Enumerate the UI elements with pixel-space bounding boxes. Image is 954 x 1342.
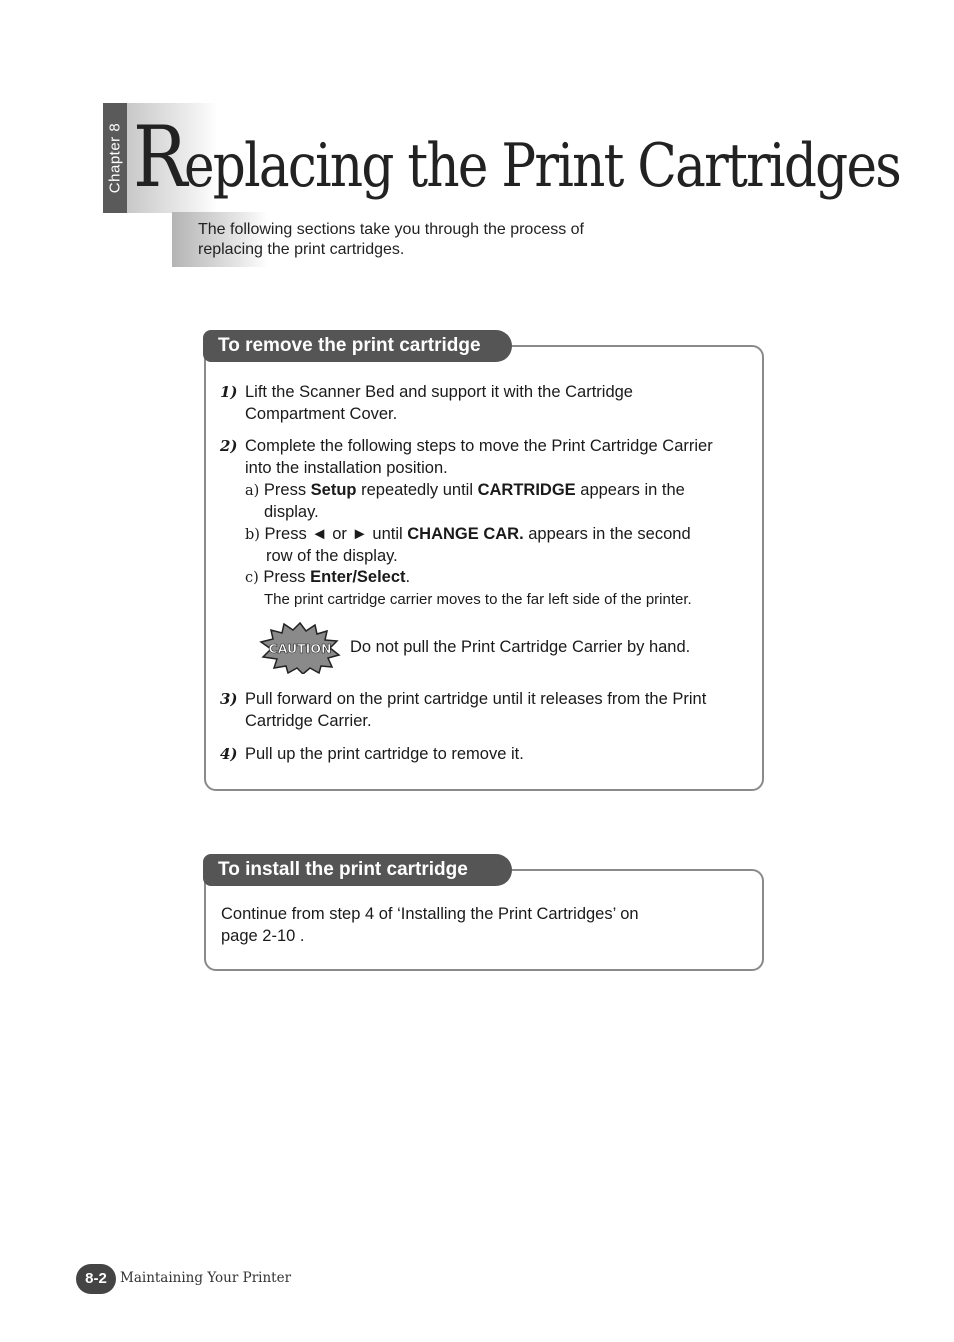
step-number: 3)	[220, 690, 238, 708]
substep-text: .	[405, 568, 411, 586]
install-section-header: To install the print cartridge	[203, 854, 512, 886]
substep-a-cont: display.	[264, 503, 319, 521]
step-text: Cartridge Carrier.	[245, 712, 372, 730]
step-number: 1)	[220, 383, 238, 401]
step-text: Compartment Cover.	[245, 405, 398, 423]
install-line: Continue from step 4 of ‘Installing the Print Cartridges’ on	[221, 905, 639, 923]
substep-b	[245, 523, 691, 546]
page-number-badge: 8-2	[76, 1264, 116, 1294]
carrier-note: The print cartridge carrier moves to the far left side of the printer.	[264, 591, 692, 608]
step-1	[220, 381, 633, 425]
footer-section-title: Maintaining Your Printer	[120, 1270, 292, 1286]
page-title	[133, 108, 900, 206]
intro-line: The following sections take you through the process of	[198, 221, 584, 238]
substep-c	[245, 566, 410, 589]
step-text: Pull forward on the print cartridge until it releases from the Print	[245, 690, 707, 708]
substep-b-cont: row of the display.	[266, 547, 398, 565]
substep-text: Press	[263, 481, 311, 499]
step-number: 4)	[220, 745, 238, 763]
substep-text: Press	[263, 568, 311, 586]
install-text	[221, 903, 639, 947]
substep-text: appears in the	[575, 481, 685, 499]
substep-text: repeatedly until	[356, 481, 478, 499]
substep-text: appears in the second	[523, 525, 691, 543]
caution-starburst-icon	[259, 622, 341, 674]
substep-letter: c)	[245, 570, 259, 586]
display-cartridge: CARTRIDGE	[477, 481, 576, 499]
substep-letter: a)	[245, 483, 260, 499]
chapter-label: Chapter 8	[106, 122, 124, 194]
step-text: into the installation position.	[245, 459, 448, 477]
intro-text	[198, 220, 658, 260]
remove-section-header: To remove the print cartridge	[203, 330, 512, 362]
install-line: page 2-10 .	[221, 927, 305, 945]
substep-a	[245, 479, 685, 502]
step-3	[220, 688, 706, 732]
substep-text: Press ◄ or ► until	[264, 525, 408, 543]
chapter-tab	[103, 103, 127, 213]
caution-badge	[259, 622, 341, 674]
intro-line: replacing the print cartridges.	[198, 241, 405, 258]
substep-letter: b)	[245, 527, 260, 543]
step-4	[220, 743, 524, 765]
caution-text: Do not pull the Print Cartridge Carrier by hand.	[350, 638, 691, 656]
title-initial: R	[133, 108, 184, 206]
title-rest: eplacing the Print Cartridges	[183, 131, 901, 201]
step-text: Lift the Scanner Bed and support it with the Cartridge	[245, 383, 633, 401]
key-enter-select: Enter/Select	[310, 568, 406, 586]
caution-label: CAUTION	[268, 641, 332, 656]
display-change-car: CHANGE CAR.	[407, 525, 524, 543]
step-number: 2)	[220, 437, 238, 455]
key-setup: Setup	[310, 481, 357, 499]
step-text: Complete the following steps to move the Print Cartridge Carrier	[245, 437, 713, 455]
step-2	[220, 435, 713, 479]
step-text: Pull up the print cartridge to remove it.	[245, 745, 524, 763]
